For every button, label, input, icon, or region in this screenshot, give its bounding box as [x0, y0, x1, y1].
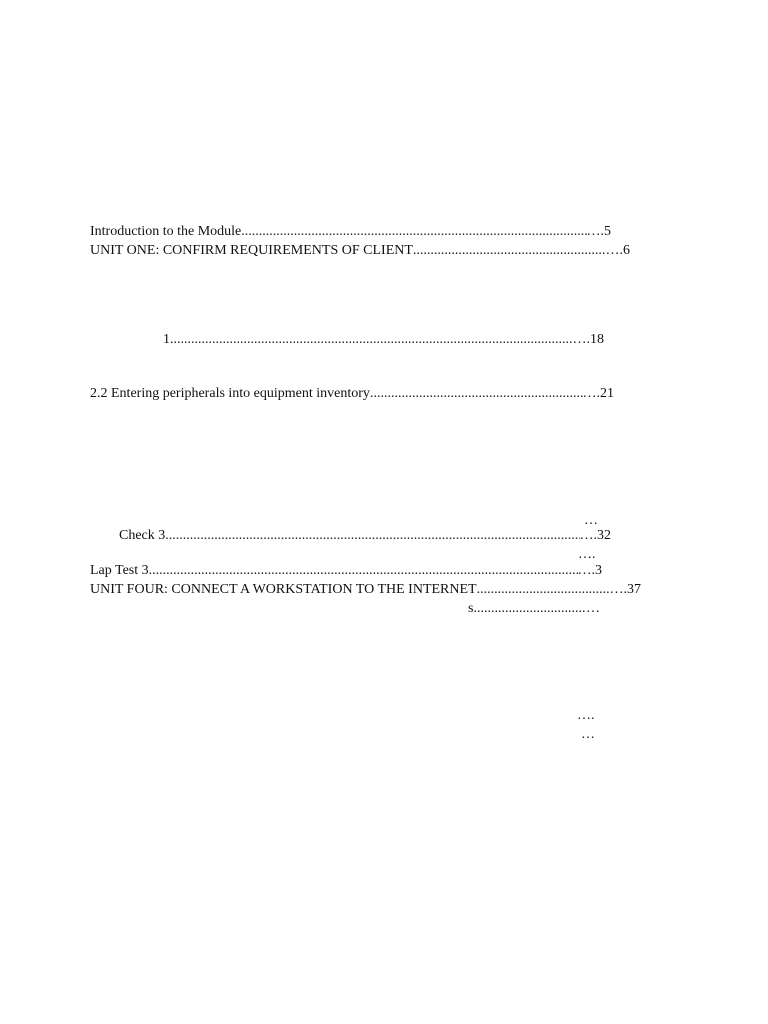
toc-entry-check-3[interactable]: [119, 527, 611, 545]
toc-entry-page: ….5: [586, 224, 611, 239]
toc-entry-title: UNIT ONE: CONFIRM REQUIREMENTS OF CLIENT: [90, 243, 413, 258]
toc-entry-page: ….21: [582, 386, 614, 401]
toc-entry-page: ….3: [577, 563, 602, 578]
toc-entry-title: UNIT FOUR: CONNECT A WORKSTATION TO THE INTERNET: [90, 582, 477, 597]
toc-entry-title: Check 3: [119, 528, 166, 543]
toc-entry-introduction[interactable]: [90, 223, 611, 241]
dot-leader: [413, 242, 606, 260]
dot-leader: [170, 331, 573, 349]
toc-entry-title: Introduction to the Module: [90, 224, 242, 239]
toc-entry-lap-test-3[interactable]: [90, 562, 602, 580]
ellipsis-fragment: ….: [577, 708, 595, 723]
toc-entry-page: ….18: [572, 332, 604, 347]
toc-entry-page: ….6: [605, 243, 630, 258]
dot-leader: [241, 223, 586, 241]
toc-entry-page: …: [586, 601, 600, 616]
toc-entry-title: 1: [163, 332, 170, 347]
toc-entry-page: ….37: [609, 582, 641, 597]
toc-entry-2-2[interactable]: [90, 385, 614, 403]
ellipsis-fragment: ….: [578, 547, 596, 562]
dot-leader: [473, 600, 586, 618]
dot-leader: [477, 581, 610, 599]
toc-entry-title: Lap Test 3: [90, 563, 149, 578]
toc-entry-unit-one[interactable]: [90, 242, 630, 260]
toc-entry-title: 2.2 Entering peripherals into equipment inventory: [90, 386, 370, 401]
toc-entry-item-1[interactable]: [163, 331, 604, 349]
ellipsis-fragment: …: [581, 727, 595, 742]
toc-entry-title: s: [468, 601, 474, 616]
dot-leader: [149, 562, 578, 580]
toc-entry-s-fragment[interactable]: [468, 600, 600, 618]
toc-entry-page: ….32: [579, 528, 611, 543]
ellipsis-fragment: …: [584, 513, 598, 528]
dot-leader: [165, 527, 579, 545]
toc-entry-unit-four[interactable]: [90, 581, 641, 599]
dot-leader: [370, 385, 583, 403]
